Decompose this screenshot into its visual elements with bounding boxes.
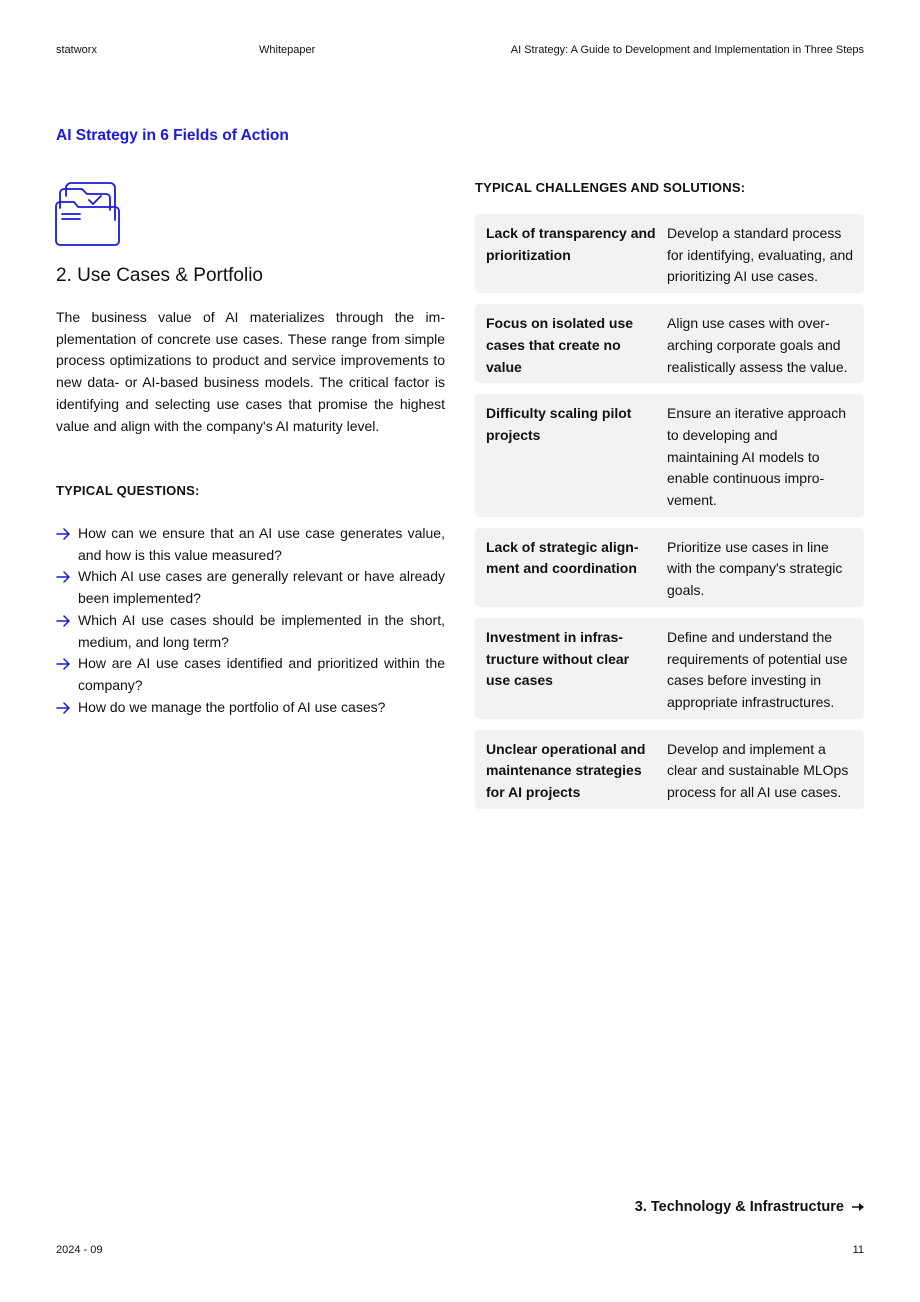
footer-date: 2024 - 09: [56, 1244, 103, 1256]
challenge-text: Lack of transparency and prioritization: [486, 225, 656, 263]
arrow-right-icon: [56, 702, 71, 714]
typical-questions-title: TYPICAL QUESTIONS:: [56, 483, 200, 498]
question-item: [56, 610, 445, 653]
page-number: 11: [852, 1244, 864, 1256]
next-section-label: 3. Technology & Infrastructure: [634, 1199, 844, 1215]
challenge-text: Unclear operational and maintenance strategies for AI projects: [486, 740, 646, 801]
arrow-right-icon: [56, 615, 71, 627]
challenges-table: [475, 214, 864, 820]
question-text: How do we manage the portfolio of AI use cases?: [78, 698, 386, 715]
challenge-text: Difficulty scaling pilot projects: [486, 405, 632, 443]
question-item: [56, 523, 445, 566]
header-doc-title: AI Strategy: A Guide to Development and Implementation in Three Steps: [510, 44, 864, 56]
arrow-right-icon: [852, 1202, 864, 1212]
question-text: How are AI use cases identified and prioritized within the company?: [78, 655, 445, 693]
challenge-text: Focus on isolated use cases that create no value: [486, 315, 634, 375]
challenge-text: Investment in infrastructure without clear use cases: [486, 628, 630, 689]
question-item: [56, 566, 445, 609]
header-doc-type: Whitepaper: [259, 44, 316, 56]
solution-text: Define and understand the requirements of potential use cases before investing in appropriate infrastructures.: [667, 628, 848, 710]
question-text: Which AI use cases should be implemented in the short, medium, and long term?: [78, 611, 445, 650]
arrow-right-icon: [56, 658, 71, 670]
challenge-row: [475, 730, 864, 809]
solution-text: Develop and implement a clear and sustainable MLOps process for all AI use cases.: [667, 740, 849, 801]
question-item: [56, 697, 445, 719]
question-item: [56, 653, 445, 696]
arrow-right-icon: [56, 528, 71, 540]
solution-text: Align use cases with overarching corporate goals and realistically assess the value.: [667, 315, 848, 375]
challenge-row: [475, 528, 864, 607]
header-brand: statworx: [56, 44, 97, 56]
question-text: How can we ensure that an AI use case generates value, and how is this value measured?: [78, 525, 445, 563]
solution-text: Prioritize use cases in line with the company's strategic goals.: [667, 538, 843, 599]
solution-text: Develop a standard process for identifying, evaluating, and prioritizing AI use cases.: [667, 225, 854, 285]
typical-questions-list: [56, 523, 445, 718]
folder-check-icon: [54, 180, 122, 248]
section-label: AI Strategy in 6 Fields of Action: [56, 127, 289, 144]
challenge-row: [475, 394, 864, 517]
challenges-title: TYPICAL CHALLENGES AND SOLUTIONS:: [475, 180, 746, 195]
challenge-row: [475, 618, 864, 719]
challenge-row: [475, 214, 864, 293]
question-text: Which AI use cases are generally relevant or have already been implemented?: [78, 568, 445, 607]
solution-text: Ensure an iterative approach to developing and maintaining AI models to enable continuous improvement.: [667, 405, 846, 509]
intro-paragraph: The business value of AI materializes through the implementation of concrete use cases. These range from simple process optimizations to product and service improvements to new data- or AI-based business models. The critical factor is identifying and selecting use cases that promise the highest value and align with the company's AI maturity level.: [56, 309, 445, 434]
arrow-right-icon: [56, 571, 71, 583]
next-section-link[interactable]: [635, 1199, 864, 1215]
challenge-text: Lack of strategic alignment and coordination: [486, 538, 639, 577]
challenge-row: [475, 304, 864, 383]
page-heading: 2. Use Cases & Portfolio: [56, 265, 263, 286]
